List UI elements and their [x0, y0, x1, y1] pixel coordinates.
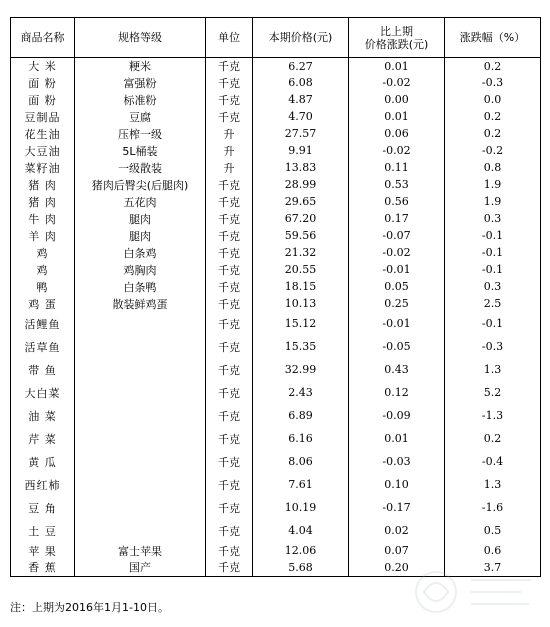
header-unit: 单位: [206, 18, 253, 58]
table-row: [11, 108, 541, 125]
cell-change: 0.25: [349, 295, 445, 312]
cell-pct: 0.2: [445, 108, 541, 125]
cell-name: 带 鱼: [11, 358, 75, 381]
cell-unit: 千克: [206, 193, 253, 210]
cell-price: 5.68: [253, 559, 349, 576]
cell-price: 59.56: [253, 227, 349, 244]
cell-change: 0.53: [349, 176, 445, 193]
table-row: [11, 473, 541, 496]
table-row: [11, 261, 541, 278]
cell-change: 0.05: [349, 278, 445, 295]
cell-price: 6.08: [253, 74, 349, 91]
cell-price: 13.83: [253, 159, 349, 176]
cell-change: -0.07: [349, 227, 445, 244]
cell-change: 0.06: [349, 125, 445, 142]
table-row: [11, 404, 541, 427]
price-table: [10, 17, 541, 577]
cell-price: 8.06: [253, 450, 349, 473]
cell-pct: -0.3: [445, 74, 541, 91]
cell-pct: 0.6: [445, 542, 541, 559]
cell-unit: 千克: [206, 108, 253, 125]
header-change-line2: 价格涨跌(元): [364, 37, 429, 51]
table-row: [11, 244, 541, 261]
cell-spec: [75, 450, 206, 473]
cell-pct: 0.2: [445, 58, 541, 75]
table-row: [11, 450, 541, 473]
table-row: [11, 278, 541, 295]
cell-name: 菜籽油: [11, 159, 75, 176]
header-change-line1: 比上期: [380, 24, 413, 38]
cell-pct: 1.3: [445, 358, 541, 381]
cell-unit: 千克: [206, 91, 253, 108]
cell-pct: 0.0: [445, 91, 541, 108]
cell-name: 鸡: [11, 261, 75, 278]
cell-spec: [75, 427, 206, 450]
cell-unit: 升: [206, 142, 253, 159]
cell-pct: 1.9: [445, 193, 541, 210]
cell-spec: [75, 358, 206, 381]
cell-price: 4.70: [253, 108, 349, 125]
cell-pct: -0.1: [445, 261, 541, 278]
cell-spec: [75, 381, 206, 404]
header-change: [349, 18, 445, 58]
cell-price: 9.91: [253, 142, 349, 159]
cell-name: 鸡: [11, 244, 75, 261]
table-row: [11, 142, 541, 159]
cell-change: 0.02: [349, 519, 445, 542]
cell-spec: [75, 473, 206, 496]
cell-unit: 千克: [206, 312, 253, 335]
table-row: [11, 295, 541, 312]
cell-pct: 0.2: [445, 125, 541, 142]
cell-spec: [75, 312, 206, 335]
table-body: [11, 58, 541, 577]
cell-spec: 腿肉: [75, 210, 206, 227]
cell-price: 6.27: [253, 58, 349, 75]
cell-change: -0.02: [349, 74, 445, 91]
cell-unit: 千克: [206, 210, 253, 227]
cell-spec: 5L桶装: [75, 142, 206, 159]
cell-unit: 千克: [206, 519, 253, 542]
table-row: [11, 91, 541, 108]
cell-unit: 千克: [206, 335, 253, 358]
cell-unit: 千克: [206, 496, 253, 519]
cell-name: 西红柿: [11, 473, 75, 496]
cell-unit: 千克: [206, 278, 253, 295]
cell-pct: -0.1: [445, 244, 541, 261]
cell-spec: [75, 519, 206, 542]
cell-pct: 0.2: [445, 427, 541, 450]
cell-spec: [75, 335, 206, 358]
footnote: 注：上期为2016年1月1-10日。: [10, 601, 169, 614]
cell-unit: 千克: [206, 473, 253, 496]
cell-name: 花生油: [11, 125, 75, 142]
cell-name: 豆 角: [11, 496, 75, 519]
cell-pct: -1.3: [445, 404, 541, 427]
cell-change: -0.01: [349, 261, 445, 278]
cell-name: 黄 瓜: [11, 450, 75, 473]
header-price: 本期价格(元): [253, 18, 349, 58]
cell-price: 10.13: [253, 295, 349, 312]
cell-spec: 白条鸡: [75, 244, 206, 261]
cell-change: -0.02: [349, 142, 445, 159]
table-row: [11, 74, 541, 91]
cell-pct: 0.8: [445, 159, 541, 176]
cell-pct: -1.6: [445, 496, 541, 519]
cell-pct: -0.3: [445, 335, 541, 358]
cell-change: -0.05: [349, 335, 445, 358]
table-row: [11, 496, 541, 519]
cell-pct: 3.7: [445, 559, 541, 576]
cell-change: 0.07: [349, 542, 445, 559]
table-row: [11, 58, 541, 75]
cell-price: 4.87: [253, 91, 349, 108]
cell-name: 活草鱼: [11, 335, 75, 358]
cell-price: 18.15: [253, 278, 349, 295]
cell-pct: -0.1: [445, 227, 541, 244]
cell-spec: 富士苹果: [75, 542, 206, 559]
cell-change: 0.56: [349, 193, 445, 210]
cell-price: 32.99: [253, 358, 349, 381]
cell-price: 28.99: [253, 176, 349, 193]
table-row: [11, 210, 541, 227]
cell-unit: 升: [206, 125, 253, 142]
cell-pct: 0.3: [445, 278, 541, 295]
table-row: [11, 193, 541, 210]
cell-change: 0.17: [349, 210, 445, 227]
cell-unit: 千克: [206, 381, 253, 404]
cell-spec: 豆腐: [75, 108, 206, 125]
table-row: [11, 176, 541, 193]
cell-pct: 0.5: [445, 519, 541, 542]
cell-pct: 5.2: [445, 381, 541, 404]
cell-change: 0.11: [349, 159, 445, 176]
cell-name: 大豆油: [11, 142, 75, 159]
cell-name: 鸭: [11, 278, 75, 295]
table-row: [11, 381, 541, 404]
cell-change: -0.17: [349, 496, 445, 519]
cell-spec: 国产: [75, 559, 206, 576]
cell-spec: 粳米: [75, 58, 206, 75]
cell-price: 27.57: [253, 125, 349, 142]
cell-price: 12.06: [253, 542, 349, 559]
cell-spec: 散装鲜鸡蛋: [75, 295, 206, 312]
table-row: [11, 519, 541, 542]
header-name: 商品名称: [11, 18, 75, 58]
cell-change: 0.00: [349, 91, 445, 108]
cell-unit: 千克: [206, 244, 253, 261]
cell-change: 0.43: [349, 358, 445, 381]
cell-price: 7.61: [253, 473, 349, 496]
cell-change: 0.01: [349, 58, 445, 75]
header-row: [11, 18, 541, 58]
cell-change: 0.10: [349, 473, 445, 496]
cell-price: 29.65: [253, 193, 349, 210]
cell-name: 苹 果: [11, 542, 75, 559]
table-row: [11, 358, 541, 381]
cell-name: 豆制品: [11, 108, 75, 125]
cell-unit: 千克: [206, 176, 253, 193]
cell-price: 15.12: [253, 312, 349, 335]
cell-name: 大 米: [11, 58, 75, 75]
cell-pct: -0.1: [445, 312, 541, 335]
cell-name: 猪 肉: [11, 176, 75, 193]
cell-unit: 千克: [206, 358, 253, 381]
cell-change: -0.03: [349, 450, 445, 473]
cell-price: 2.43: [253, 381, 349, 404]
cell-price: 4.04: [253, 519, 349, 542]
cell-change: 0.20: [349, 559, 445, 576]
cell-spec: 白条鸭: [75, 278, 206, 295]
cell-spec: 鸡胸肉: [75, 261, 206, 278]
cell-unit: 千克: [206, 559, 253, 576]
cell-spec: 腿肉: [75, 227, 206, 244]
cell-price: 21.32: [253, 244, 349, 261]
cell-spec: 一级散装: [75, 159, 206, 176]
cell-spec: [75, 404, 206, 427]
cell-unit: 升: [206, 159, 253, 176]
cell-price: 6.89: [253, 404, 349, 427]
cell-change: 0.01: [349, 427, 445, 450]
cell-spec: 标准粉: [75, 91, 206, 108]
cell-pct: 2.5: [445, 295, 541, 312]
cell-price: 10.19: [253, 496, 349, 519]
table-row: [11, 335, 541, 358]
cell-price: 6.16: [253, 427, 349, 450]
table-row: [11, 559, 541, 576]
cell-change: 0.01: [349, 108, 445, 125]
table-row: [11, 125, 541, 142]
cell-change: -0.02: [349, 244, 445, 261]
cell-spec: 富强粉: [75, 74, 206, 91]
cell-name: 活鲤鱼: [11, 312, 75, 335]
cell-pct: 0.3: [445, 210, 541, 227]
cell-name: 油 菜: [11, 404, 75, 427]
cell-spec: 五花肉: [75, 193, 206, 210]
cell-unit: 千克: [206, 427, 253, 450]
cell-spec: 猪肉后臀尖(后腿肉): [75, 176, 206, 193]
cell-name: 香 蕉: [11, 559, 75, 576]
cell-change: -0.01: [349, 312, 445, 335]
cell-pct: 1.9: [445, 176, 541, 193]
cell-price: 20.55: [253, 261, 349, 278]
cell-name: 面 粉: [11, 91, 75, 108]
cell-unit: 千克: [206, 261, 253, 278]
cell-unit: 千克: [206, 227, 253, 244]
cell-price: 67.20: [253, 210, 349, 227]
cell-unit: 千克: [206, 404, 253, 427]
table-row: [11, 227, 541, 244]
cell-spec: 压榨一级: [75, 125, 206, 142]
cell-name: 芹 菜: [11, 427, 75, 450]
cell-name: 鸡 蛋: [11, 295, 75, 312]
cell-unit: 千克: [206, 450, 253, 473]
table-row: [11, 159, 541, 176]
table-row: [11, 312, 541, 335]
cell-unit: 千克: [206, 542, 253, 559]
cell-name: 猪 肉: [11, 193, 75, 210]
cell-change: 0.12: [349, 381, 445, 404]
cell-name: 牛 肉: [11, 210, 75, 227]
cell-change: -0.09: [349, 404, 445, 427]
header-spec: 规格等级: [75, 18, 206, 58]
cell-name: 羊 肉: [11, 227, 75, 244]
cell-spec: [75, 496, 206, 519]
table-row: [11, 542, 541, 559]
cell-pct: -0.4: [445, 450, 541, 473]
cell-unit: 千克: [206, 74, 253, 91]
cell-unit: 千克: [206, 295, 253, 312]
cell-price: 15.35: [253, 335, 349, 358]
cell-name: 大白菜: [11, 381, 75, 404]
cell-pct: 1.3: [445, 473, 541, 496]
cell-unit: 千克: [206, 58, 253, 75]
cell-name: 土 豆: [11, 519, 75, 542]
cell-pct: -0.2: [445, 142, 541, 159]
header-pct: 涨跌幅（%）: [445, 18, 541, 58]
cell-name: 面 粉: [11, 74, 75, 91]
table-row: [11, 427, 541, 450]
